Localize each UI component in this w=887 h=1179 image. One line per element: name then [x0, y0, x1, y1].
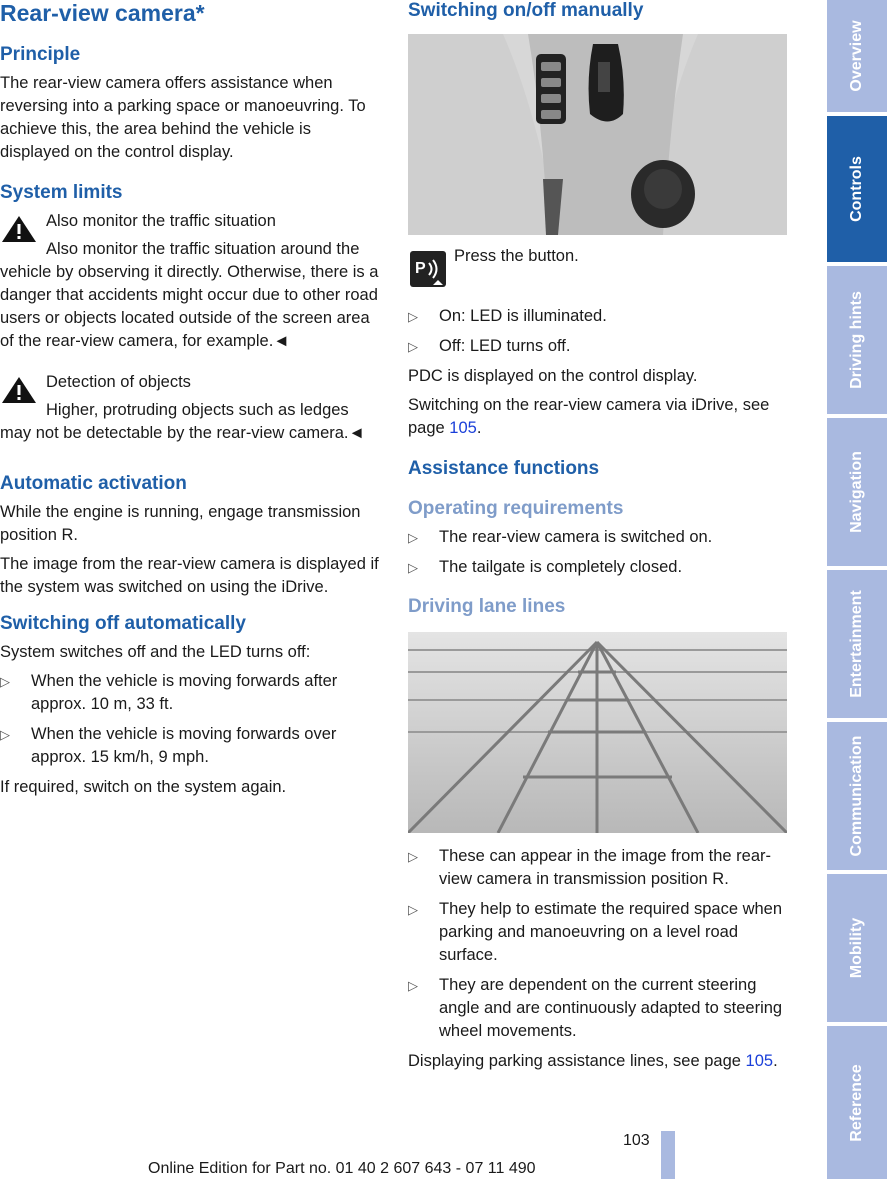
switch-off-heading: Switching off automatically	[0, 613, 246, 634]
tab-entertainment[interactable]: Entertainment	[827, 570, 887, 718]
switch-off-list	[0, 670, 380, 769]
bullet-triangle-icon: ▷	[408, 339, 418, 354]
chapter-tabs	[827, 0, 887, 1179]
warning-text: Higher, protruding objects such as ledges may not be detectable by the rear-view camera.◄	[0, 401, 365, 442]
tab-controls[interactable]: Controls	[827, 116, 887, 262]
tab-mobility[interactable]: Mobility	[827, 874, 887, 1022]
bullet-triangle-icon: ▷	[0, 727, 10, 742]
warning-icon	[0, 375, 38, 405]
switch-off-footer: If required, switch on the system again.	[0, 778, 287, 796]
bullet-triangle-icon: ▷	[408, 309, 418, 324]
right-column	[408, 0, 790, 1073]
list-item: ▷ On: LED is illuminated.	[408, 305, 790, 328]
bullet-triangle-icon: ▷	[408, 560, 418, 575]
bullet-triangle-icon: ▷	[408, 530, 418, 545]
list-item: ▷ These can appear in the image from the rear-view camera in transmission position R.	[408, 847, 772, 888]
page-marker-bar	[661, 1131, 675, 1179]
footer-text: Online Edition for Part no. 01 40 2 607 643 - 07 11 490	[148, 1160, 536, 1177]
auto-activation-heading: Automatic activation	[0, 473, 187, 494]
tab-communication[interactable]: Communication	[827, 722, 887, 870]
bullet-triangle-icon: ▷	[408, 849, 418, 864]
requirements-list	[408, 526, 790, 579]
system-limits-heading: System limits	[0, 182, 123, 203]
warning-title: Detection of objects	[46, 373, 191, 391]
parking-lines-text: Displaying parking assistance lines, see page 105.	[408, 1052, 778, 1070]
tab-reference[interactable]: Reference	[827, 1026, 887, 1179]
idrive-text: Switching on the rear-view camera via iDrive, see page 105.	[408, 396, 770, 437]
press-button-row	[408, 245, 790, 285]
pdc-text: PDC is displayed on the control display.	[408, 367, 698, 385]
tab-overview[interactable]: Overview	[827, 0, 887, 112]
tab-navigation[interactable]: Navigation	[827, 418, 887, 566]
page-link[interactable]: 105	[745, 1052, 774, 1070]
list-item: ▷ The rear-view camera is switched on.	[408, 526, 790, 549]
assistance-heading: Assistance functions	[408, 458, 600, 479]
lane-lines-image	[408, 632, 787, 833]
auto-text-1: While the engine is running, engage transmission position R.	[0, 503, 361, 544]
bullet-triangle-icon: ▷	[0, 674, 10, 689]
lane-lines-list	[408, 845, 790, 1043]
manual-list	[408, 305, 790, 358]
warning-icon	[0, 214, 38, 244]
warning-text: Also monitor the traffic situation around the vehicle by observing it directly. Otherwise, there is a danger that accidents might occur due to other road users or objects located outside of the screen area of the rear-view camera, for example.◄	[0, 240, 379, 350]
svg-text:P: P	[415, 260, 426, 277]
warning-detection	[0, 371, 380, 445]
warning-traffic	[0, 210, 380, 353]
list-item: ▷ They help to estimate the required space when parking and manoeuvring on a level road surface.	[408, 900, 783, 964]
list-item: ▷ When the vehicle is moving forwards over approx. 15 km/h, 9 mph.	[0, 725, 337, 766]
list-item: ▷ When the vehicle is moving forwards after approx. 10 m, 33 ft.	[0, 672, 338, 713]
pdc-button-icon	[410, 251, 446, 287]
manual-heading: Switching on/off manually	[408, 0, 644, 21]
requirements-heading: Operating requirements	[408, 498, 624, 519]
left-column	[0, 0, 380, 799]
page-number: 103	[623, 1132, 650, 1149]
page-link[interactable]: 105	[449, 419, 477, 437]
list-item: ▷ They are dependent on the current steering angle and are continuously adapted to steering wheel movements.	[408, 976, 783, 1040]
lane-lines-heading: Driving lane lines	[408, 596, 566, 617]
principle-heading: Principle	[0, 44, 81, 65]
tab-driving-hints[interactable]: Driving hints	[827, 266, 887, 414]
principle-text: The rear-view camera offers assistance when reversing into a parking space or manoeuvring. To achieve this, the area behind the vehicle is displayed on the control display.	[0, 74, 366, 161]
list-item: ▷ Off: LED turns off.	[408, 335, 790, 358]
page-title: Rear-view camera*	[0, 0, 205, 26]
list-item: ▷ The tailgate is completely closed.	[408, 556, 790, 579]
switch-off-text: System switches off and the LED turns off:	[0, 643, 311, 661]
center-console-image	[408, 34, 787, 235]
bullet-triangle-icon: ▷	[408, 902, 418, 917]
press-button-text: Press the button.	[454, 247, 579, 265]
bullet-triangle-icon: ▷	[408, 978, 418, 993]
auto-text-2: The image from the rear-view camera is displayed if the system was switched on using the iDrive.	[0, 555, 379, 596]
warning-title: Also monitor the traffic situation	[46, 212, 276, 230]
